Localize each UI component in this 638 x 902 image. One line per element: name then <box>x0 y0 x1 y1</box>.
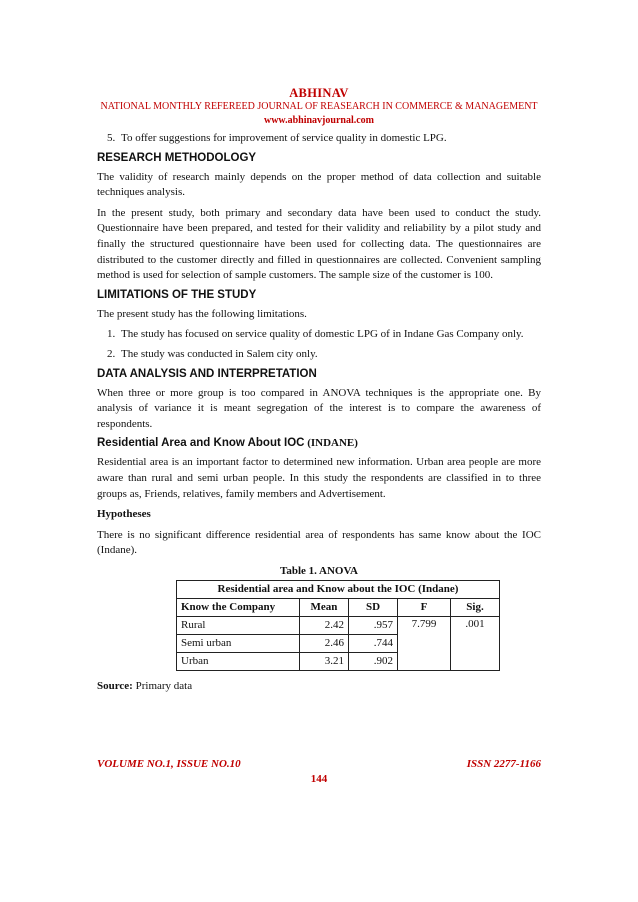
column-header: Know the Company <box>177 598 300 616</box>
column-header: Sig. <box>451 598 500 616</box>
article-body <box>97 131 541 694</box>
section-heading-analysis: DATA ANALYSIS AND INTERPRETATION <box>97 367 317 380</box>
footer-issn: ISSN 2277-1166 <box>466 758 541 770</box>
row-label: Urban <box>177 652 300 670</box>
table-title-cell: Residential area and Know about the IOC (Indane) <box>177 580 500 598</box>
source-label: Source: <box>97 679 133 692</box>
list-item <box>97 327 541 343</box>
column-header: Mean <box>300 598 349 616</box>
page-number: 144 <box>310 773 328 785</box>
subsection-heading-residential <box>97 436 541 451</box>
list-number: 5. <box>107 132 116 144</box>
list-number: 2. <box>107 347 116 360</box>
mean-cell: 3.21 <box>300 652 349 670</box>
hypotheses-heading: Hypotheses <box>97 508 151 521</box>
list-text: The study was conducted in Salem city only. <box>121 347 318 360</box>
sig-value-cell: .001 <box>451 616 500 670</box>
paragraph: In the present study, both primary and secondary data have been used to conduct the study. Questionnaire have been prepared, and tested for their validity and reliability by a pilot study and finally the structured questionnaire have been used for collecting data. The questionnaires are distributed to the customer directly and filled in questionnaires are collected. Convenient sampling method is used for selection of sample customers. The sample size of the customer is 100. <box>97 206 541 282</box>
sd-cell: .902 <box>349 652 398 670</box>
sd-cell: .957 <box>349 616 398 634</box>
journal-title: ABHINAV <box>289 86 349 100</box>
table-row <box>177 616 500 634</box>
limitations-list <box>97 327 541 362</box>
objectives-list <box>97 131 541 147</box>
journal-subtitle: NATIONAL MONTHLY REFEREED JOURNAL OF REASEARCH IN COMMERCE & MANAGEMENT <box>100 101 538 112</box>
page-footer <box>97 758 541 770</box>
mean-cell: 2.46 <box>300 634 349 652</box>
heading-main: Residential Area and Know About IOC <box>97 437 305 450</box>
sd-cell: .744 <box>349 634 398 652</box>
column-header: F <box>398 598 451 616</box>
paragraph: There is no significant difference residential area of respondents has same know about the IOC (Indane). <box>97 528 541 557</box>
row-label: Rural <box>177 616 300 634</box>
source-text: Primary data <box>132 679 193 692</box>
paragraph: The validity of research mainly depends on the proper method of data collection and suitable techniques analysis. <box>97 170 541 199</box>
paragraph: The present study has the following limitations. <box>97 307 307 320</box>
section-heading-limitations: LIMITATIONS OF THE STUDY <box>97 288 257 301</box>
f-value-cell: 7.799 <box>398 616 451 670</box>
row-label: Semi urban <box>177 634 300 652</box>
list-item <box>97 131 541 147</box>
table-source <box>97 679 541 695</box>
list-item <box>97 347 541 363</box>
table-caption: Table 1. ANOVA <box>280 564 358 577</box>
anova-table <box>176 580 500 671</box>
table-header-row <box>177 598 500 616</box>
table-title-row <box>177 580 500 598</box>
paragraph: When three or more group is too compared in ANOVA techniques is the appropriate one. By analysis of variance it is meant segregation of the interest is to compare the awareness of respondents. <box>97 386 541 430</box>
section-heading-methodology: RESEARCH METHODOLOGY <box>97 151 257 164</box>
column-header: SD <box>349 598 398 616</box>
list-number: 1. <box>107 328 116 341</box>
paragraph: Residential area is an important factor to determined new information. Urban area people are more aware than rural and semi urban people. In this study the respondents are classified in to three groups as, Friends, relatives, family members and Advertisement. <box>97 456 541 500</box>
journal-url[interactable]: www.abhinavjournal.com <box>263 115 374 126</box>
footer-volume: VOLUME NO.1, ISSUE NO.10 <box>97 758 241 770</box>
list-text: To offer suggestions for improvement of service quality in domestic LPG. <box>121 132 447 144</box>
heading-suffix: (INDANE) <box>304 437 358 450</box>
mean-cell: 2.42 <box>300 616 349 634</box>
list-text: The study has focused on service quality of domestic LPG of in Indane Gas Company only. <box>121 328 524 341</box>
